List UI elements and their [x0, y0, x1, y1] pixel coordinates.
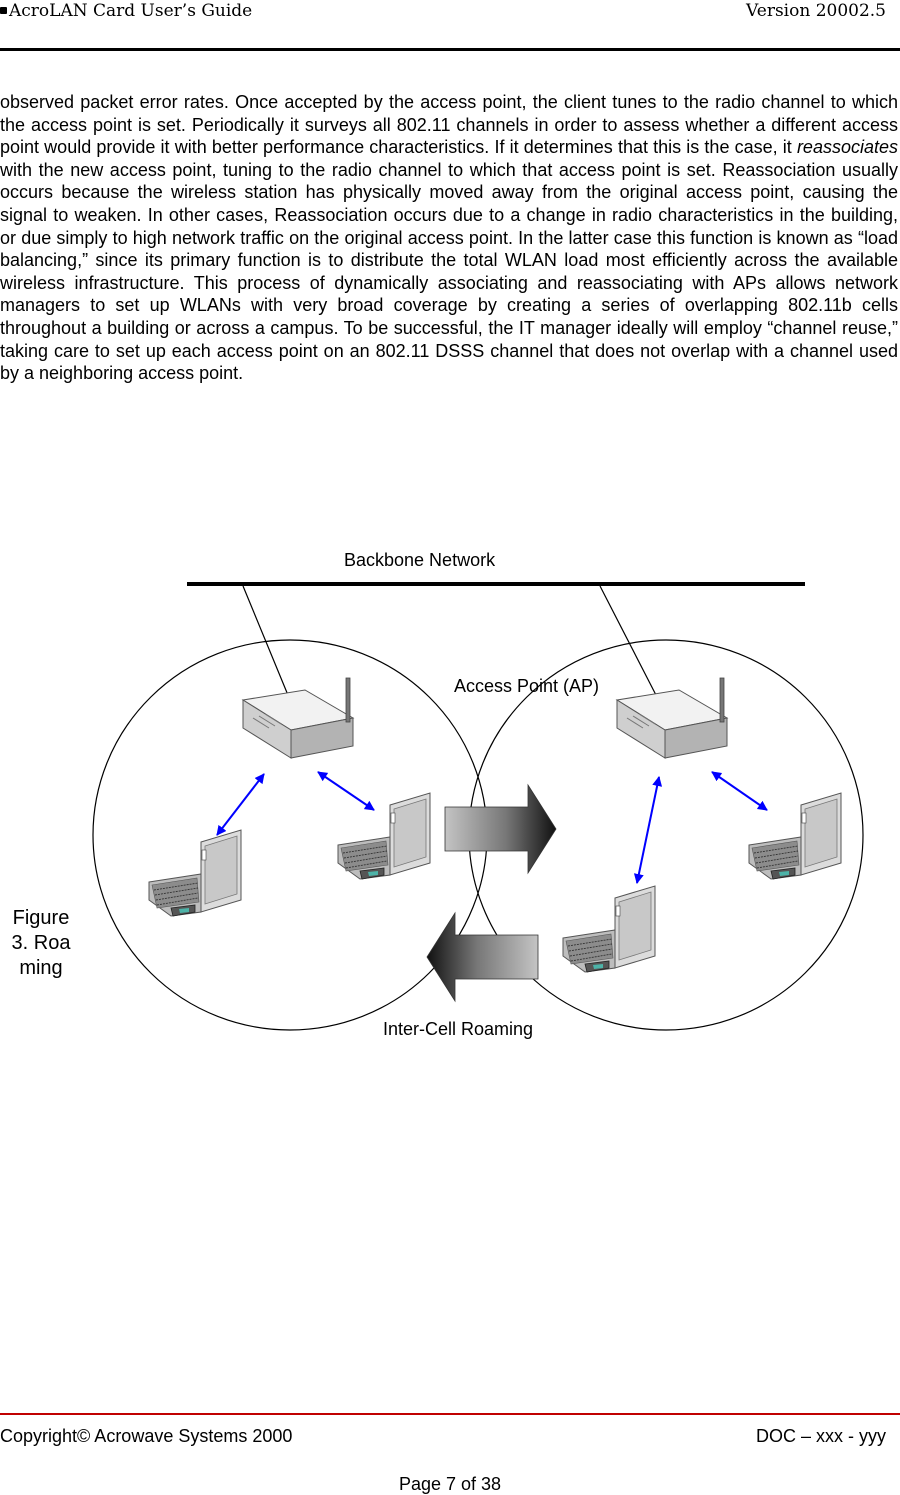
- paragraph-text-end: with the new access point, tuning to the radio channel to which that access point is set. Reassociation usually occurs because the wireless station has physically moved away from the original access point, causing the signal to weaken. In other cases, Reassociation occurs due to a change in radio characteristics in the building, or due simply to high network traffic on the original access point. In the latter case this function is known as “load balancing,” since its primary function is to distribute the total WLAN load most efficiently across the available wireless infrastructure. This process of dynamically associating and reassociating with APs allows network managers to set up WLANs with very broad coverage by creating a series of overlapping 802.11b cells throughout a building or across a campus. To be successful, the IT manager ideally will employ “channel reuse,” taking care to set up each access point on an 802.11 DSSS channel that does not overlap with a channel used by a neighboring access point.: [0, 159, 898, 384]
- page-header: [0, 0, 900, 50]
- laptop-left-1: [149, 830, 241, 916]
- header-title: [0, 0, 252, 22]
- link-arrow-4: [712, 772, 767, 810]
- access-point-label: Access Point (AP): [454, 676, 600, 696]
- drop-line-right: [600, 586, 657, 697]
- header-version: Version 20002.5: [746, 1, 886, 21]
- roaming-arrow-left: [427, 913, 538, 1001]
- access-point-left: [243, 678, 353, 758]
- roaming-label: Inter-Cell Roaming: [383, 1019, 534, 1039]
- figure-caption: Figure 3. Roaming: [11, 907, 71, 979]
- footer-rule: [0, 1413, 900, 1415]
- paragraph-text-start: observed packet error rates. Once accepted by the access point, the client tunes to the radio channel to which the access point is set. Periodically it surveys all 802.11 channels in order to assess whether a different access point would provide it with better performance characteristics. If it determines that this is the case, it: [0, 92, 898, 158]
- laptop-left-2: [338, 793, 430, 879]
- link-arrow-1: [217, 774, 264, 835]
- footer-page-number: Page 7 of 38: [398, 1474, 502, 1494]
- access-point-right: [617, 678, 727, 758]
- roaming-arrow-right: [445, 785, 556, 873]
- footer-copyright: Copyright© Acrowave Systems 2000: [0, 1426, 293, 1446]
- backbone-label: Backbone Network: [344, 550, 496, 570]
- body-paragraph: [0, 91, 898, 385]
- header-rule: [0, 48, 900, 51]
- header-title-text: AcroLAN Card User’s Guide: [9, 1, 253, 21]
- link-arrow-2: [318, 772, 374, 810]
- roaming-diagram: [0, 540, 900, 1060]
- roaming-figure: [0, 540, 900, 1060]
- laptop-right-1: [563, 886, 655, 972]
- bullet-icon: [0, 7, 7, 14]
- emphasis-reassociates: reassociates: [796, 137, 898, 158]
- link-arrow-3: [637, 777, 659, 883]
- footer-doc-id: DOC – xxx - yyy: [755, 1426, 886, 1446]
- drop-line-left: [243, 586, 290, 700]
